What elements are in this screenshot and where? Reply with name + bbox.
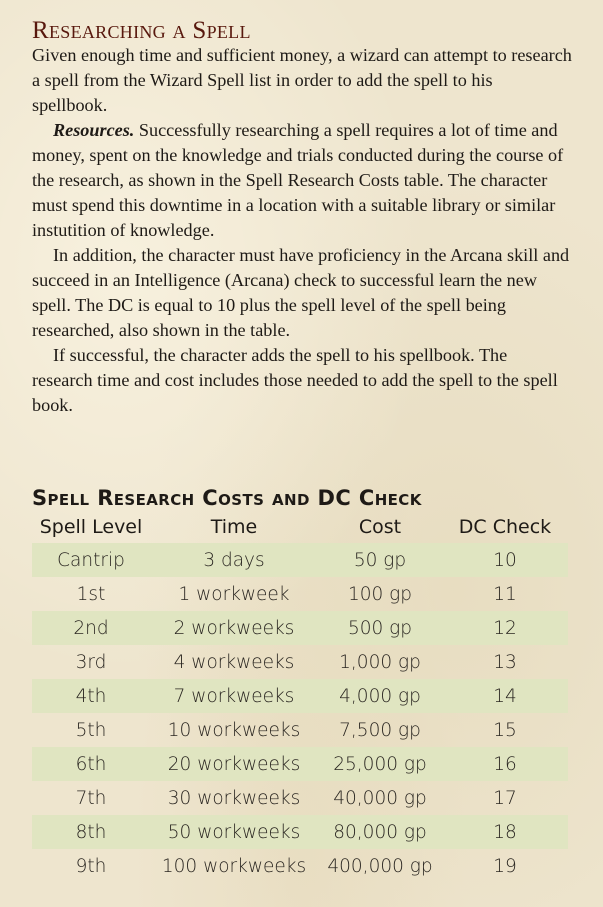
cell-dc-check: 16 bbox=[442, 747, 568, 781]
cell-time: 1 workweek bbox=[178, 583, 290, 605]
table-header-row bbox=[32, 511, 568, 543]
table-row bbox=[32, 611, 568, 645]
cell-time: 50 workweeks bbox=[150, 815, 318, 849]
header-cost: Cost bbox=[358, 516, 402, 538]
section-title: Researching a Spell bbox=[32, 17, 251, 44]
paragraph-intro bbox=[32, 43, 572, 118]
cell-dc-check: 19 bbox=[493, 855, 517, 877]
cell-cost: 80,000 gp bbox=[318, 815, 442, 849]
table-row bbox=[32, 577, 568, 611]
cell-spell-level: 7th bbox=[75, 787, 107, 809]
cell-dc-check: 11 bbox=[493, 583, 517, 605]
table-row bbox=[32, 747, 568, 781]
cell-time: 7 workweeks bbox=[150, 679, 318, 713]
cell-spell-level: 6th bbox=[32, 747, 150, 781]
header-spell-level: Spell Level bbox=[39, 516, 143, 538]
paragraph-lead: Resources. bbox=[53, 120, 135, 140]
table-row bbox=[32, 679, 568, 713]
header-dc-check: DC Check bbox=[458, 516, 552, 538]
cell-time: 10 workweeks bbox=[167, 719, 301, 741]
cell-cost: 400,000 gp bbox=[327, 855, 433, 877]
spell-research-table bbox=[32, 511, 568, 883]
cell-spell-level: 8th bbox=[32, 815, 150, 849]
cell-spell-level: 9th bbox=[75, 855, 107, 877]
cell-time: 2 workweeks bbox=[150, 611, 318, 645]
cell-dc-check: 17 bbox=[493, 787, 517, 809]
cell-dc-check: 18 bbox=[442, 815, 568, 849]
table-title: Spell Research Costs and DC Check bbox=[32, 486, 422, 510]
cell-time: 4 workweeks bbox=[173, 651, 295, 673]
cell-spell-level: 4th bbox=[32, 679, 150, 713]
cell-cost: 25,000 gp bbox=[318, 747, 442, 781]
cell-cost: 40,000 gp bbox=[333, 787, 427, 809]
paragraph-text: Given enough time and sufficient money, a wizard can attempt to research a spell from the Wizard Spell list in order to add the spell to his spellbook. bbox=[32, 45, 572, 115]
paragraph-text: If successful, the character adds the spell to his spellbook. The research time and cost includes those needed to add the spell to the spell book. bbox=[32, 345, 558, 415]
paragraph-text: Successfully researching a spell requires a lot of time and money, spent on the knowledge and trials conducted during the course of the research, as shown in the Spell Research Costs table. The character must spend this downtime in a location with a suitable library or similar instutition of knowledge. bbox=[32, 120, 564, 240]
table-row bbox=[32, 645, 568, 679]
cell-dc-check: 14 bbox=[442, 679, 568, 713]
paragraph-text: In addition, the character must have proficiency in the Arcana skill and succeed in an Intelligence (Arcana) check to successful learn the new spell. The DC is equal to 10 plus the spell level of the spell being researched, also shown in the table. bbox=[32, 245, 570, 340]
table-row bbox=[32, 849, 568, 883]
cell-time: 3 days bbox=[150, 543, 318, 577]
cell-spell-level: Cantrip bbox=[32, 543, 150, 577]
paragraph-proficiency bbox=[32, 243, 572, 343]
cell-spell-level: 5th bbox=[75, 719, 107, 741]
table-row bbox=[32, 713, 568, 747]
cell-spell-level: 2nd bbox=[32, 611, 150, 645]
paragraph-resources bbox=[32, 118, 572, 243]
table-row bbox=[32, 781, 568, 815]
cell-cost: 100 gp bbox=[347, 583, 413, 605]
cell-spell-level: 1st bbox=[76, 583, 106, 605]
cell-time: 30 workweeks bbox=[167, 787, 301, 809]
section-body bbox=[32, 43, 572, 418]
paragraph-success bbox=[32, 343, 572, 418]
table-row bbox=[32, 815, 568, 849]
cell-dc-check: 13 bbox=[493, 651, 517, 673]
cell-cost: 4,000 gp bbox=[318, 679, 442, 713]
table-row bbox=[32, 543, 568, 577]
cell-dc-check: 12 bbox=[442, 611, 568, 645]
cell-cost: 1,000 gp bbox=[339, 651, 421, 673]
header-time: Time bbox=[210, 516, 258, 538]
cell-time: 20 workweeks bbox=[150, 747, 318, 781]
cell-time: 100 workweeks bbox=[161, 855, 307, 877]
cell-cost: 500 gp bbox=[318, 611, 442, 645]
cell-dc-check: 10 bbox=[442, 543, 568, 577]
cell-dc-check: 15 bbox=[493, 719, 517, 741]
cell-cost: 50 gp bbox=[318, 543, 442, 577]
cell-spell-level: 3rd bbox=[75, 651, 107, 673]
cell-cost: 7,500 gp bbox=[339, 719, 421, 741]
